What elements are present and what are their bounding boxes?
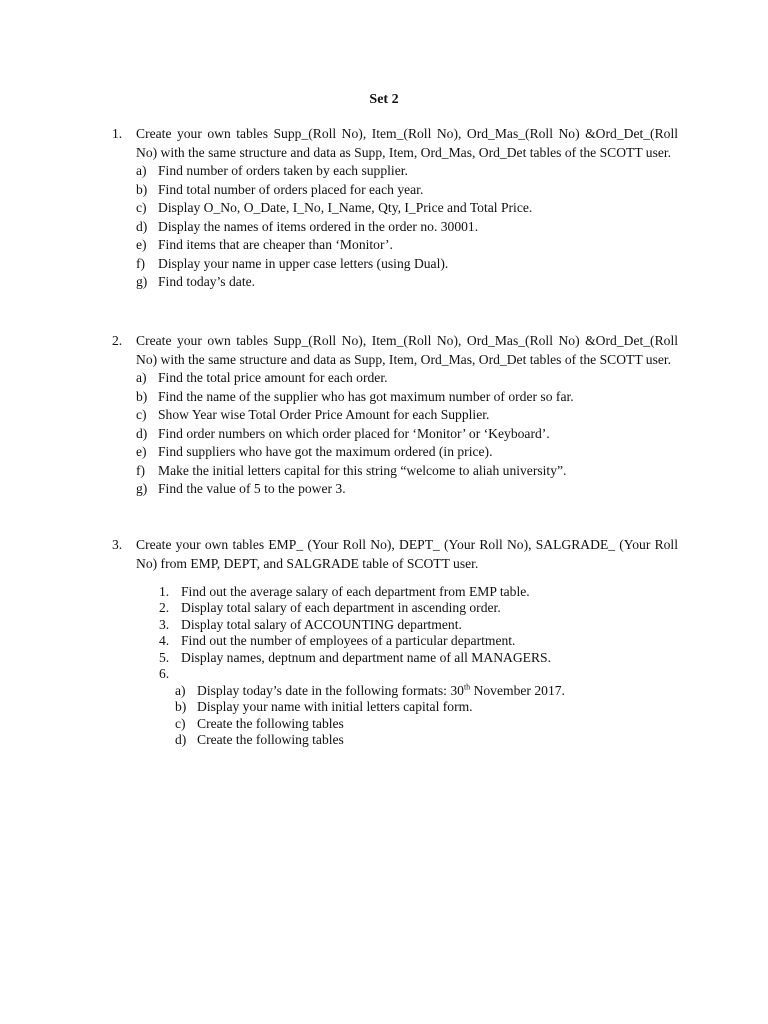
list-item: [136, 388, 678, 407]
list-item: [136, 425, 678, 444]
item-text: Find suppliers who have got the maximum ordered (in price).: [158, 444, 493, 459]
item-letter: c): [175, 715, 186, 731]
question-1: [112, 124, 678, 292]
item-letter: f): [136, 255, 146, 271]
item-letter: b): [136, 181, 148, 197]
item-letter: e): [136, 444, 147, 459]
question-text: Create your own tables Supp_(Roll No), Item_(Roll No), Ord_Mas_(Roll No) &Ord_Det_(Roll No) with the same structure and data as Supp, Item, Ord_Mas, Ord_Det tables of the SCOTT user.: [136, 333, 678, 367]
item-number: 6.: [159, 666, 170, 682]
item-text: Find order numbers on which order placed for ‘Monitor’ or ‘Keyboard’.: [158, 425, 550, 441]
item-letter: a): [136, 370, 147, 385]
question-number: 3.: [112, 537, 123, 552]
list-item: [136, 273, 678, 292]
list-item: [159, 650, 659, 666]
list-item: [175, 716, 655, 732]
item-text: Show Year wise Total Order Price Amount for each Supplier.: [158, 407, 490, 422]
item-number: 1.: [159, 584, 170, 599]
question-2: [112, 331, 678, 499]
item-text: Find the name of the supplier who has got maximum number of order so far.: [158, 388, 574, 404]
item-text: Display the names of items ordered in the order no. 30001.: [158, 218, 479, 234]
item-letter: a): [175, 683, 186, 698]
list-item: [136, 218, 678, 237]
list-item: [175, 732, 655, 748]
question-number: 2.: [112, 333, 123, 348]
item-letter: d): [136, 425, 148, 441]
item-text: Create the following tables: [197, 732, 344, 748]
list-item: [136, 406, 678, 425]
item-text: Find the total price amount for each order.: [158, 370, 388, 385]
item-letter: a): [136, 163, 147, 178]
item-text: Find today’s date.: [158, 274, 256, 289]
item-text: Display total salary of each department in ascending order.: [181, 600, 501, 616]
list-item: [175, 699, 655, 715]
question-3-subitems: [159, 584, 659, 682]
item-letter: c): [136, 407, 147, 422]
item-text: Find total number of orders placed for each year.: [158, 181, 424, 197]
list-item: [136, 480, 678, 499]
item-6-subitems: [175, 683, 655, 749]
question-1-subitems: [136, 162, 678, 292]
item-text: Display O_No, O_Date, I_No, I_Name, Qty, I_Price and Total Price.: [158, 200, 533, 215]
item-text: Find the value of 5 to the power 3.: [158, 481, 346, 496]
list-item: [136, 236, 678, 255]
item-number: 2.: [159, 600, 170, 616]
list-item: [175, 683, 655, 699]
item-text: Find number of orders taken by each supplier.: [158, 163, 408, 178]
list-item: [136, 181, 678, 200]
item-letter: b): [175, 699, 187, 715]
item-text: Find out the number of employees of a particular department.: [181, 633, 516, 649]
item-text: Create the following tables: [197, 715, 344, 731]
item-letter: b): [136, 388, 148, 404]
list-item: [159, 584, 659, 600]
item-text: Find items that are cheaper than ‘Monitor’.: [158, 237, 393, 252]
item-letter: g): [136, 481, 148, 496]
item-text: Display your name with initial letters capital form.: [197, 699, 473, 715]
list-item: [136, 369, 678, 388]
item-letter: g): [136, 274, 148, 289]
item-text: Make the initial letters capital for this string “welcome to aliah university”.: [158, 462, 567, 478]
item-text: [197, 683, 655, 699]
item-text: Display your name in upper case letters (using Dual).: [158, 255, 449, 271]
list-item: [159, 617, 659, 633]
question-3: [112, 535, 678, 573]
date-format-prefix: Display today’s date in the following formats: 30: [197, 683, 464, 698]
ordinal-suffix: th: [463, 682, 471, 692]
item-text: Find out the average salary of each department from EMP table.: [181, 584, 530, 599]
item-letter: d): [136, 218, 148, 234]
list-item: [136, 443, 678, 462]
item-text: Display names, deptnum and department name of all MANAGERS.: [181, 649, 551, 665]
list-item: [136, 462, 678, 481]
item-text: Display total salary of ACCOUNTING department.: [181, 616, 462, 632]
item-letter: e): [136, 237, 147, 252]
question-text: Create your own tables Supp_(Roll No), Item_(Roll No), Ord_Mas_(Roll No) &Ord_Det_(Roll No) with the same structure and data as Supp, Item, Ord_Mas, Ord_Det tables of the SCOTT user.: [136, 126, 678, 160]
question-text: Create your own tables EMP_ (Your Roll No), DEPT_ (Your Roll No), SALGRADE_ (Your Roll No) from EMP, DEPT, and SALGRADE table of SCOTT user.: [136, 537, 678, 571]
question-number: 1.: [112, 126, 123, 141]
item-number: 4.: [159, 633, 170, 649]
item-letter: f): [136, 462, 146, 478]
item-letter: d): [175, 732, 187, 748]
item-letter: c): [136, 200, 147, 215]
page-title: Set 2: [369, 92, 399, 107]
date-format-suffix: November 2017.: [470, 683, 565, 698]
list-item: [136, 162, 678, 181]
item-number: 3.: [159, 616, 170, 632]
question-2-subitems: [136, 369, 678, 499]
item-number: 5.: [159, 649, 170, 665]
list-item: [159, 666, 659, 682]
list-item: [159, 633, 659, 649]
list-item: [136, 255, 678, 274]
item-text: [181, 666, 659, 682]
list-item: [136, 199, 678, 218]
list-item: [159, 600, 659, 616]
